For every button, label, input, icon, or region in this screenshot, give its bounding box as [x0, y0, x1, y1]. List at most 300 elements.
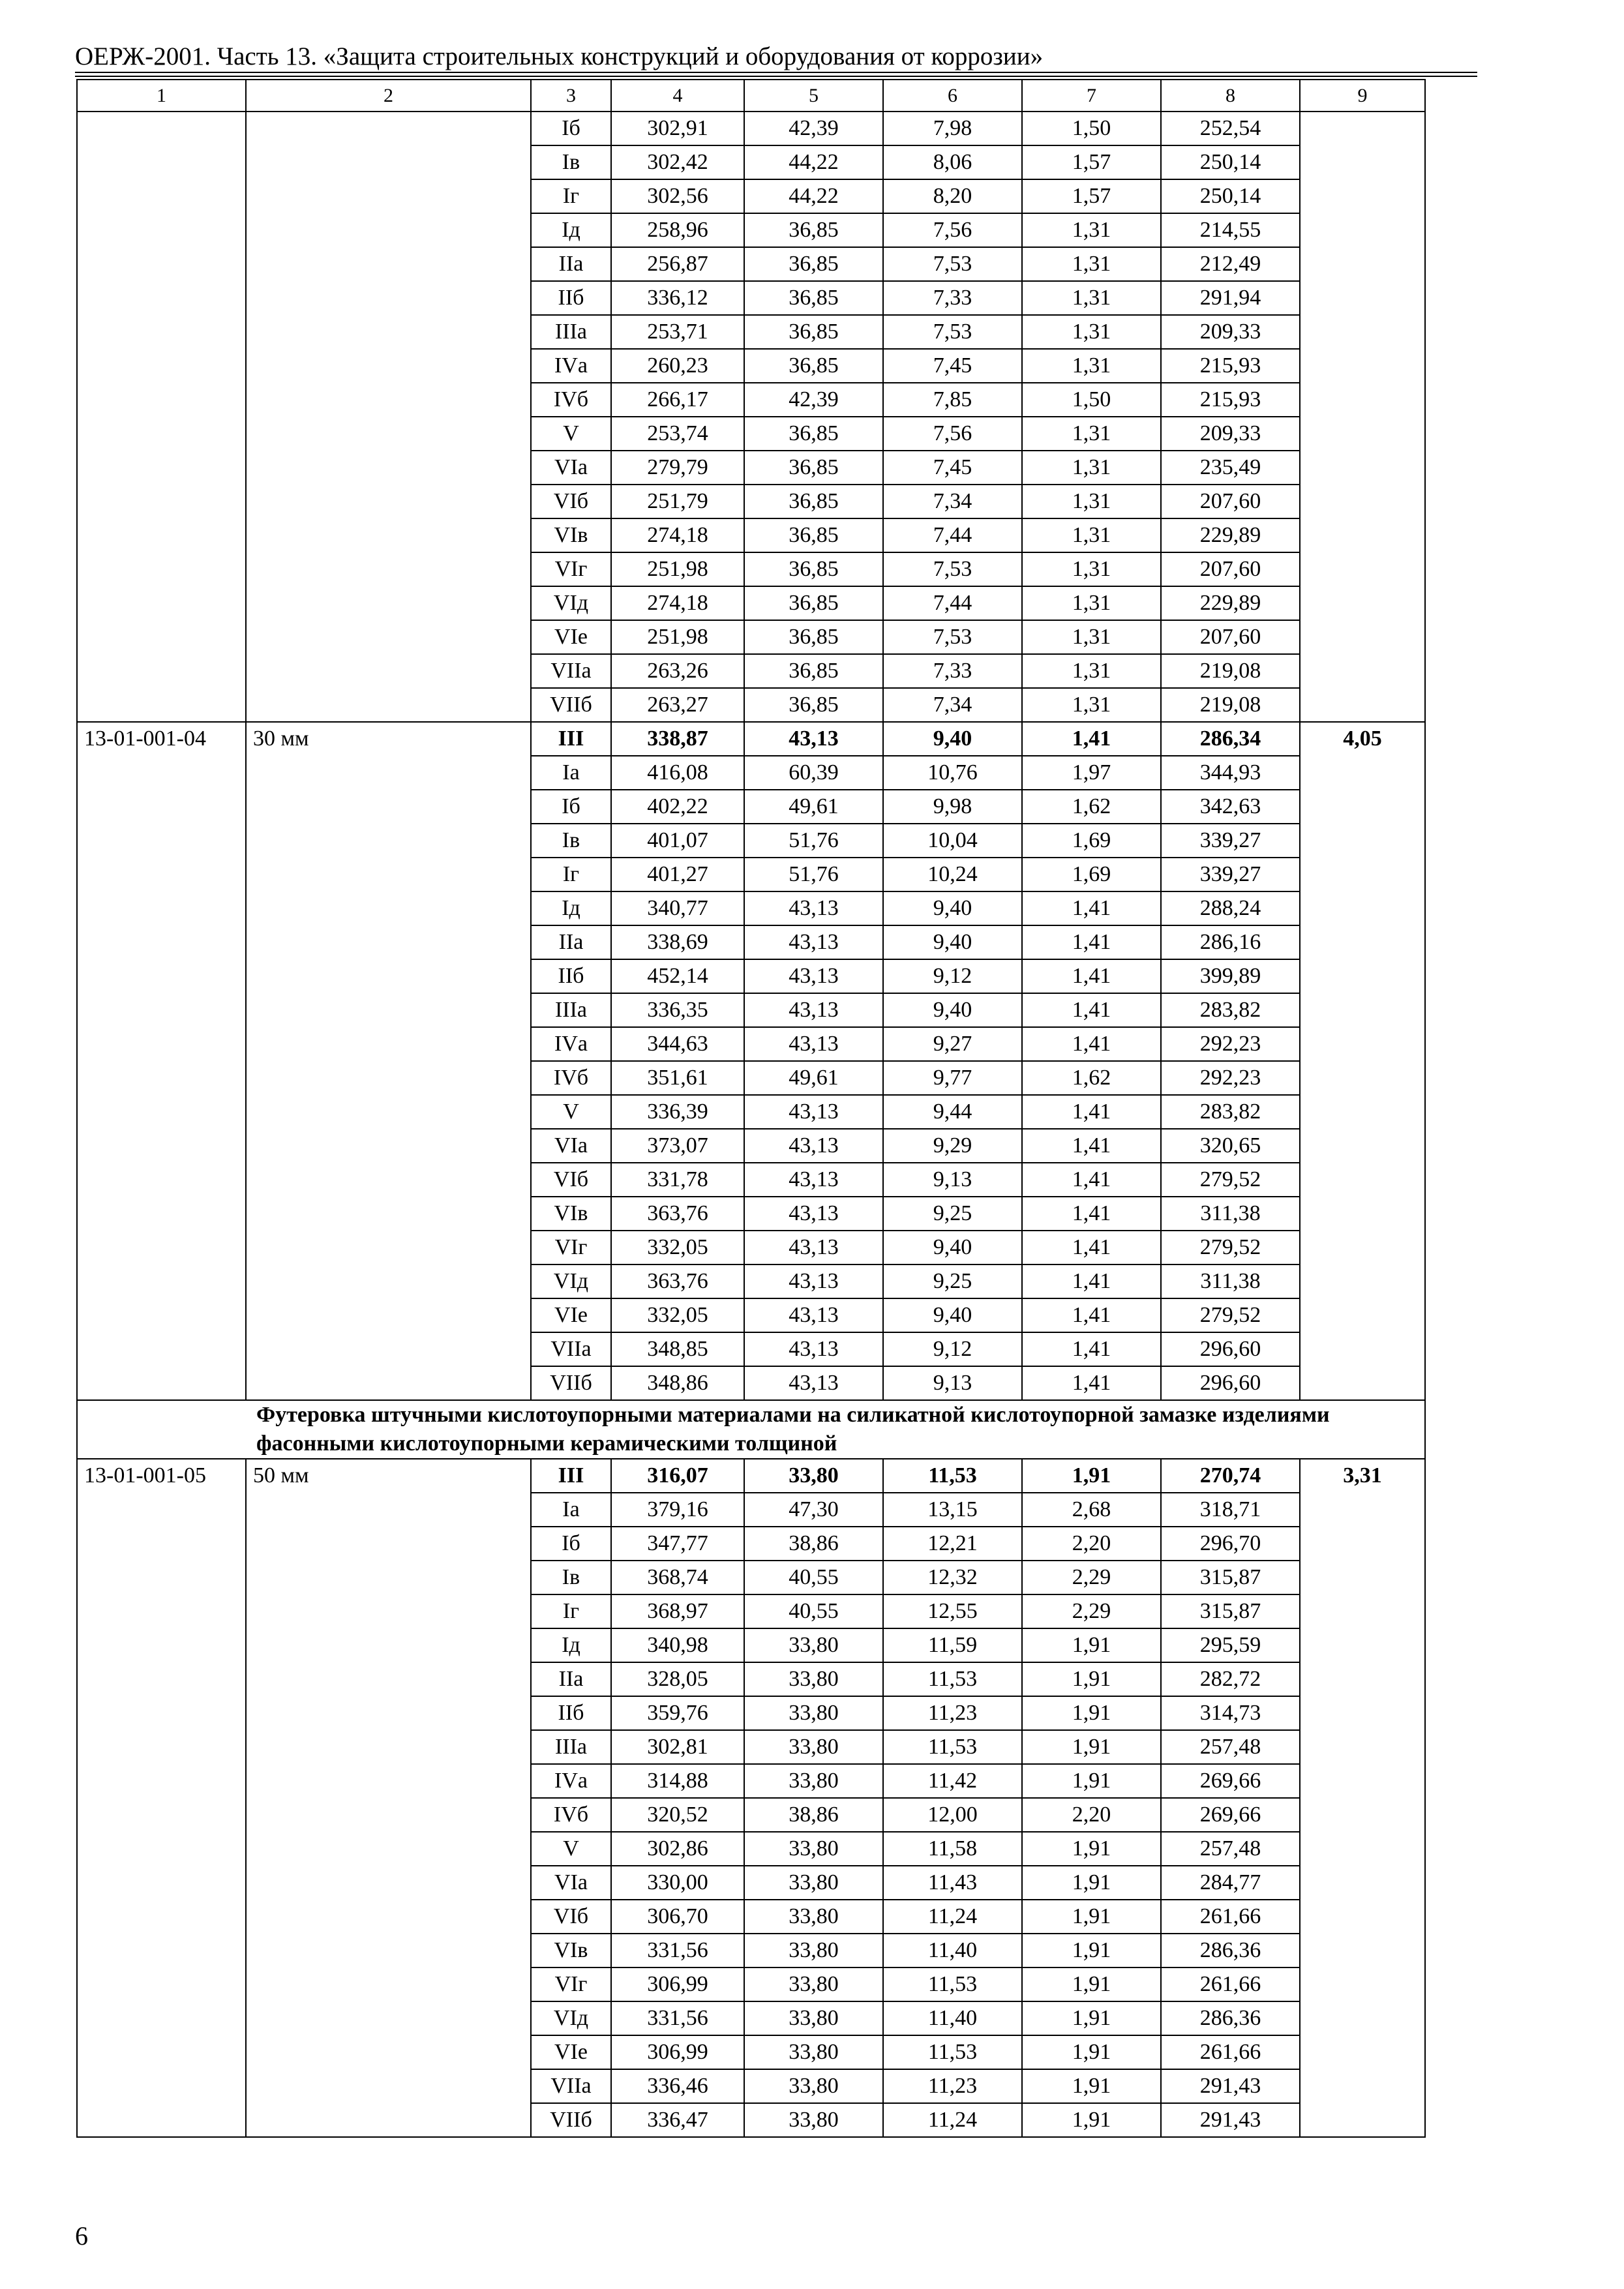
zone-code: VIд — [531, 2001, 611, 2035]
value-cell: 292,23 — [1161, 1027, 1300, 1061]
value-cell: 9,25 — [883, 1264, 1022, 1298]
value-cell: 1,41 — [1022, 993, 1161, 1027]
value-cell: 1,31 — [1022, 247, 1161, 281]
value-cell: 33,80 — [744, 1934, 883, 1967]
value-cell: 1,31 — [1022, 586, 1161, 620]
value-cell: 43,13 — [744, 1163, 883, 1197]
value-cell: 1,41 — [1022, 1332, 1161, 1366]
value-cell: 340,77 — [611, 891, 744, 925]
value-cell: 36,85 — [744, 654, 883, 688]
value-cell: 1,41 — [1022, 1231, 1161, 1264]
value-cell: 9,25 — [883, 1197, 1022, 1231]
value-cell: 1,97 — [1022, 756, 1161, 790]
value-cell: 11,23 — [883, 1696, 1022, 1730]
value-cell: 339,27 — [1161, 858, 1300, 891]
zone-code: VIг — [531, 552, 611, 586]
value-cell: 251,79 — [611, 485, 744, 518]
value-cell: 306,70 — [611, 1900, 744, 1934]
value-cell: 219,08 — [1161, 654, 1300, 688]
value-cell: 1,31 — [1022, 213, 1161, 247]
zone-code: V — [531, 417, 611, 451]
zone-code: Iв — [531, 145, 611, 179]
page-header: ОЕРЖ-2001. Часть 13. «Защита строительных конструкций и оборудования от коррозии» — [75, 42, 1044, 70]
value-cell: 10,04 — [883, 824, 1022, 858]
value-cell: 328,05 — [611, 1662, 744, 1696]
value-cell: 401,07 — [611, 824, 744, 858]
value-cell: 2,20 — [1022, 1798, 1161, 1832]
value-cell: 257,48 — [1161, 1730, 1300, 1764]
value-cell: 1,91 — [1022, 1628, 1161, 1662]
zone-code: IIа — [531, 247, 611, 281]
value-cell: 38,86 — [744, 1798, 883, 1832]
value-cell: 10,24 — [883, 858, 1022, 891]
zone-code: Iг — [531, 1594, 611, 1628]
value-cell: 315,87 — [1161, 1561, 1300, 1594]
value-cell: 1,91 — [1022, 1662, 1161, 1696]
value-cell: 7,56 — [883, 417, 1022, 451]
value-cell: 36,85 — [744, 281, 883, 315]
value-cell: 2,68 — [1022, 1493, 1161, 1527]
value-cell: 379,16 — [611, 1493, 744, 1527]
value-cell: 252,54 — [1161, 112, 1300, 145]
value-cell: 1,57 — [1022, 179, 1161, 213]
value-cell: 291,43 — [1161, 2103, 1300, 2137]
value-cell: 7,45 — [883, 451, 1022, 485]
value-cell: 1,41 — [1022, 1027, 1161, 1061]
value-cell: 1,41 — [1022, 925, 1161, 959]
value-cell: 1,31 — [1022, 417, 1161, 451]
value-cell: 9,29 — [883, 1129, 1022, 1163]
value-cell: 1,50 — [1022, 112, 1161, 145]
value-cell: 348,86 — [611, 1366, 744, 1400]
zone-code: VIе — [531, 620, 611, 654]
value-cell: 40,55 — [744, 1594, 883, 1628]
value-cell: 36,85 — [744, 247, 883, 281]
value-cell: 340,98 — [611, 1628, 744, 1662]
zone-code: IIб — [531, 281, 611, 315]
value-cell: 7,45 — [883, 349, 1022, 383]
zone-code: Iв — [531, 824, 611, 858]
value-cell: 250,14 — [1161, 179, 1300, 213]
value-cell: 260,23 — [611, 349, 744, 383]
value-cell: 43,13 — [744, 891, 883, 925]
value-cell: 11,43 — [883, 1866, 1022, 1900]
value-cell: 1,91 — [1022, 1934, 1161, 1967]
value-cell: 36,85 — [744, 518, 883, 552]
value-cell: 344,63 — [611, 1027, 744, 1061]
value-cell: 291,94 — [1161, 281, 1300, 315]
value-cell: 1,41 — [1022, 1264, 1161, 1298]
value-cell: 13,15 — [883, 1493, 1022, 1527]
zone-code: IVа — [531, 1764, 611, 1798]
value-cell: 250,14 — [1161, 145, 1300, 179]
zone-code: Iа — [531, 1493, 611, 1527]
zone-code: IVа — [531, 349, 611, 383]
thickness: 50 мм — [246, 1459, 531, 2137]
value-cell: 336,35 — [611, 993, 744, 1027]
zone-code: VIд — [531, 1264, 611, 1298]
value-cell: 51,76 — [744, 858, 883, 891]
value-cell: 36,85 — [744, 552, 883, 586]
zone-code: VIв — [531, 518, 611, 552]
value-cell: 263,26 — [611, 654, 744, 688]
value-cell: 1,31 — [1022, 620, 1161, 654]
value-cell: 256,87 — [611, 247, 744, 281]
value-cell: 336,39 — [611, 1095, 744, 1129]
value-cell: 286,34 — [1161, 722, 1300, 756]
header-rule — [75, 72, 1477, 73]
value-cell: 373,07 — [611, 1129, 744, 1163]
zone-code: IIIа — [531, 993, 611, 1027]
value-cell: 2,29 — [1022, 1561, 1161, 1594]
value-cell: 43,13 — [744, 1298, 883, 1332]
value-cell: 7,98 — [883, 112, 1022, 145]
value-cell: 11,24 — [883, 1900, 1022, 1934]
column-header: 2 — [246, 80, 531, 112]
value-cell: 1,69 — [1022, 858, 1161, 891]
value-cell: 33,80 — [744, 2001, 883, 2035]
value-cell: 302,56 — [611, 179, 744, 213]
value-cell: 311,38 — [1161, 1197, 1300, 1231]
zone-code: Iд — [531, 891, 611, 925]
thickness: 30 мм — [246, 722, 531, 1400]
section-heading-row — [77, 1400, 1425, 1459]
value-cell: 1,41 — [1022, 722, 1161, 756]
value-cell: 43,13 — [744, 1197, 883, 1231]
value-cell: 1,91 — [1022, 1696, 1161, 1730]
value-cell: 315,87 — [1161, 1594, 1300, 1628]
value-cell: 363,76 — [611, 1197, 744, 1231]
zone-code: III — [531, 1459, 611, 1493]
zone-code: VIв — [531, 1197, 611, 1231]
value-cell: 1,91 — [1022, 2069, 1161, 2103]
value-cell: 9,98 — [883, 790, 1022, 824]
zone-code: VIIа — [531, 2069, 611, 2103]
value-cell: 12,55 — [883, 1594, 1022, 1628]
rate-code: 13-01-001-04 — [77, 722, 246, 1400]
value-cell: 1,41 — [1022, 1366, 1161, 1400]
rate-code — [77, 112, 246, 722]
value-cell: 36,85 — [744, 451, 883, 485]
value-cell: 279,52 — [1161, 1231, 1300, 1264]
value-cell: 348,85 — [611, 1332, 744, 1366]
value-cell: 44,22 — [744, 179, 883, 213]
value-cell: 12,32 — [883, 1561, 1022, 1594]
value-cell: 11,40 — [883, 2001, 1022, 2035]
value-cell: 38,86 — [744, 1527, 883, 1561]
header-rule-second — [75, 76, 1477, 77]
value-cell: 339,27 — [1161, 824, 1300, 858]
value-cell: 8,20 — [883, 179, 1022, 213]
value-cell: 274,18 — [611, 518, 744, 552]
value-cell: 302,86 — [611, 1832, 744, 1866]
zone-code: Iб — [531, 790, 611, 824]
value-cell: 7,53 — [883, 620, 1022, 654]
value-cell: 314,88 — [611, 1764, 744, 1798]
value-cell: 1,41 — [1022, 1129, 1161, 1163]
value-cell: 368,97 — [611, 1594, 744, 1628]
value-cell: 286,36 — [1161, 1934, 1300, 1967]
value-cell: 284,77 — [1161, 1866, 1300, 1900]
value-cell: 9,13 — [883, 1366, 1022, 1400]
value-cell: 33,80 — [744, 1459, 883, 1493]
value-cell: 416,08 — [611, 756, 744, 790]
value-cell: 12,00 — [883, 1798, 1022, 1832]
zone-code: VIб — [531, 1163, 611, 1197]
value-cell: 7,33 — [883, 281, 1022, 315]
value-cell: 49,61 — [744, 790, 883, 824]
value-cell: 1,41 — [1022, 1298, 1161, 1332]
value-cell: 1,31 — [1022, 315, 1161, 349]
zone-code: VIIб — [531, 1366, 611, 1400]
column-header: 8 — [1161, 80, 1300, 112]
value-cell: 9,40 — [883, 722, 1022, 756]
value-cell: 359,76 — [611, 1696, 744, 1730]
value-cell: 33,80 — [744, 2035, 883, 2069]
zone-code: IIа — [531, 925, 611, 959]
value-cell: 452,14 — [611, 959, 744, 993]
zone-code: Iб — [531, 1527, 611, 1561]
value-cell: 1,31 — [1022, 654, 1161, 688]
zone-code: IVб — [531, 383, 611, 417]
value-cell: 219,08 — [1161, 688, 1300, 722]
value-cell: 42,39 — [744, 383, 883, 417]
value-cell: 295,59 — [1161, 1628, 1300, 1662]
value-cell: 266,17 — [611, 383, 744, 417]
value-cell: 43,13 — [744, 1366, 883, 1400]
value-cell: 302,42 — [611, 145, 744, 179]
column-header: 9 — [1300, 80, 1425, 112]
value-cell: 47,30 — [744, 1493, 883, 1527]
value-cell: 33,80 — [744, 1967, 883, 2001]
value-cell: 7,44 — [883, 518, 1022, 552]
value-cell: 344,93 — [1161, 756, 1300, 790]
value-cell: 229,89 — [1161, 518, 1300, 552]
value-cell: 11,24 — [883, 2103, 1022, 2137]
value-cell: 214,55 — [1161, 213, 1300, 247]
value-cell: 363,76 — [611, 1264, 744, 1298]
value-cell: 11,58 — [883, 1832, 1022, 1866]
value-cell: 36,85 — [744, 213, 883, 247]
value-cell: 36,85 — [744, 485, 883, 518]
value-cell: 258,96 — [611, 213, 744, 247]
value-cell: 33,80 — [744, 2069, 883, 2103]
value-cell: 207,60 — [1161, 485, 1300, 518]
zone-code: Iв — [531, 1561, 611, 1594]
value-cell: 286,16 — [1161, 925, 1300, 959]
value-cell: 347,77 — [611, 1527, 744, 1561]
value-cell: 1,62 — [1022, 790, 1161, 824]
rate-code: 13-01-001-05 — [77, 1459, 246, 2137]
value-cell: 49,61 — [744, 1061, 883, 1095]
value-cell: 1,41 — [1022, 891, 1161, 925]
value-cell: 338,69 — [611, 925, 744, 959]
value-cell: 269,66 — [1161, 1764, 1300, 1798]
value-cell: 7,34 — [883, 485, 1022, 518]
value-cell: 33,80 — [744, 1832, 883, 1866]
value-cell: 306,99 — [611, 2035, 744, 2069]
value-cell: 43,13 — [744, 959, 883, 993]
value-cell: 215,93 — [1161, 349, 1300, 383]
zone-code: Iб — [531, 112, 611, 145]
zone-code: Iа — [531, 756, 611, 790]
value-cell: 1,91 — [1022, 2035, 1161, 2069]
value-cell: 212,49 — [1161, 247, 1300, 281]
table-row — [77, 722, 1425, 756]
value-cell: 11,40 — [883, 1934, 1022, 1967]
value-cell: 11,53 — [883, 1967, 1022, 2001]
zone-code: VIг — [531, 1967, 611, 2001]
value-cell: 1,31 — [1022, 349, 1161, 383]
value-cell: 9,27 — [883, 1027, 1022, 1061]
value-cell: 209,33 — [1161, 315, 1300, 349]
value-cell: 36,85 — [744, 688, 883, 722]
zone-code: VIIа — [531, 654, 611, 688]
zone-code: VIа — [531, 451, 611, 485]
value-cell: 251,98 — [611, 620, 744, 654]
value-cell: 11,23 — [883, 2069, 1022, 2103]
thickness — [246, 112, 531, 722]
table-body — [77, 80, 1425, 2137]
column-header: 4 — [611, 80, 744, 112]
value-cell: 9,40 — [883, 1231, 1022, 1264]
value-cell: 332,05 — [611, 1298, 744, 1332]
value-cell: 1,31 — [1022, 451, 1161, 485]
page-number: 6 — [75, 2221, 88, 2251]
zone-code: VIб — [531, 485, 611, 518]
value-cell: 1,91 — [1022, 1866, 1161, 1900]
column-header: 7 — [1022, 80, 1161, 112]
value-cell: 1,50 — [1022, 383, 1161, 417]
zone-code: VIе — [531, 1298, 611, 1332]
value-cell: 9,40 — [883, 891, 1022, 925]
zone-code: IIIа — [531, 1730, 611, 1764]
value-cell: 9,13 — [883, 1163, 1022, 1197]
value-cell: 1,41 — [1022, 1197, 1161, 1231]
value-cell: 36,85 — [744, 586, 883, 620]
zone-code: IVа — [531, 1027, 611, 1061]
value-cell: 1,31 — [1022, 688, 1161, 722]
value-cell: 279,52 — [1161, 1298, 1300, 1332]
value-cell: 261,66 — [1161, 1967, 1300, 2001]
value-cell: 43,13 — [744, 722, 883, 756]
zone-code: VIа — [531, 1866, 611, 1900]
value-cell: 33,80 — [744, 1900, 883, 1934]
value-cell: 1,91 — [1022, 1967, 1161, 2001]
value-cell: 43,13 — [744, 1095, 883, 1129]
value-cell: 229,89 — [1161, 586, 1300, 620]
column-header: 5 — [744, 80, 883, 112]
value-cell: 368,74 — [611, 1561, 744, 1594]
zone-code: V — [531, 1832, 611, 1866]
zone-code: VIIб — [531, 688, 611, 722]
value-cell: 33,80 — [744, 1764, 883, 1798]
value-cell: 7,56 — [883, 213, 1022, 247]
value-cell: 43,13 — [744, 925, 883, 959]
value-cell: 7,85 — [883, 383, 1022, 417]
table-row — [77, 112, 1425, 145]
value-cell: 11,59 — [883, 1628, 1022, 1662]
value-cell: 7,44 — [883, 586, 1022, 620]
value-cell: 33,80 — [744, 1662, 883, 1696]
zone-code: VIв — [531, 1934, 611, 1967]
value-cell: 283,82 — [1161, 993, 1300, 1027]
value-cell: 9,40 — [883, 993, 1022, 1027]
value-cell: 330,00 — [611, 1866, 744, 1900]
zone-code: VIб — [531, 1900, 611, 1934]
value-cell: 2,20 — [1022, 1527, 1161, 1561]
value-cell: 10,76 — [883, 756, 1022, 790]
value-cell: 257,48 — [1161, 1832, 1300, 1866]
zone-code: IIа — [531, 1662, 611, 1696]
value-cell: 11,53 — [883, 2035, 1022, 2069]
value-cell: 209,33 — [1161, 417, 1300, 451]
value-cell: 1,91 — [1022, 1730, 1161, 1764]
value-cell: 1,31 — [1022, 485, 1161, 518]
zone-code: VIа — [531, 1129, 611, 1163]
zone-code: IIб — [531, 1696, 611, 1730]
value-cell: 296,60 — [1161, 1332, 1300, 1366]
value-cell: 44,22 — [744, 145, 883, 179]
value-cell: 1,57 — [1022, 145, 1161, 179]
value-cell: 282,72 — [1161, 1662, 1300, 1696]
value-cell: 7,53 — [883, 315, 1022, 349]
zone-code: IIIа — [531, 315, 611, 349]
value-cell: 36,85 — [744, 417, 883, 451]
value-cell: 253,71 — [611, 315, 744, 349]
value-cell: 9,12 — [883, 1332, 1022, 1366]
column-header: 3 — [531, 80, 611, 112]
zone-code: VIе — [531, 2035, 611, 2069]
value-cell: 302,91 — [611, 112, 744, 145]
value-cell: 11,42 — [883, 1764, 1022, 1798]
zone-code: VIд — [531, 586, 611, 620]
value-cell: 33,80 — [744, 2103, 883, 2137]
value-cell: 1,31 — [1022, 552, 1161, 586]
value-cell: 261,66 — [1161, 2035, 1300, 2069]
value-cell: 318,71 — [1161, 1493, 1300, 1527]
value-cell: 296,60 — [1161, 1366, 1300, 1400]
zone-code: IVб — [531, 1061, 611, 1095]
value-cell: 253,74 — [611, 417, 744, 451]
zone-code: IVб — [531, 1798, 611, 1832]
zone-code: III — [531, 722, 611, 756]
value-cell: 11,53 — [883, 1459, 1022, 1493]
value-cell: 43,13 — [744, 993, 883, 1027]
value-cell: 1,41 — [1022, 959, 1161, 993]
zone-code: VIIа — [531, 1332, 611, 1366]
value-cell: 36,85 — [744, 620, 883, 654]
value-cell: 351,61 — [611, 1061, 744, 1095]
value-cell: 43,13 — [744, 1264, 883, 1298]
value-cell: 33,80 — [744, 1696, 883, 1730]
value-cell: 43,13 — [744, 1332, 883, 1366]
value-cell: 215,93 — [1161, 383, 1300, 417]
value-cell: 1,91 — [1022, 1900, 1161, 1934]
value-cell: 302,81 — [611, 1730, 744, 1764]
value-cell: 331,56 — [611, 2001, 744, 2035]
value-cell: 251,98 — [611, 552, 744, 586]
value-cell: 9,40 — [883, 1298, 1022, 1332]
value-cell: 279,52 — [1161, 1163, 1300, 1197]
column-header: 1 — [77, 80, 246, 112]
value-cell: 12,21 — [883, 1527, 1022, 1561]
zone-code: IIб — [531, 959, 611, 993]
value-cell: 1,91 — [1022, 1459, 1161, 1493]
value-cell: 33,80 — [744, 1866, 883, 1900]
value-cell: 336,47 — [611, 2103, 744, 2137]
value-cell: 399,89 — [1161, 959, 1300, 993]
